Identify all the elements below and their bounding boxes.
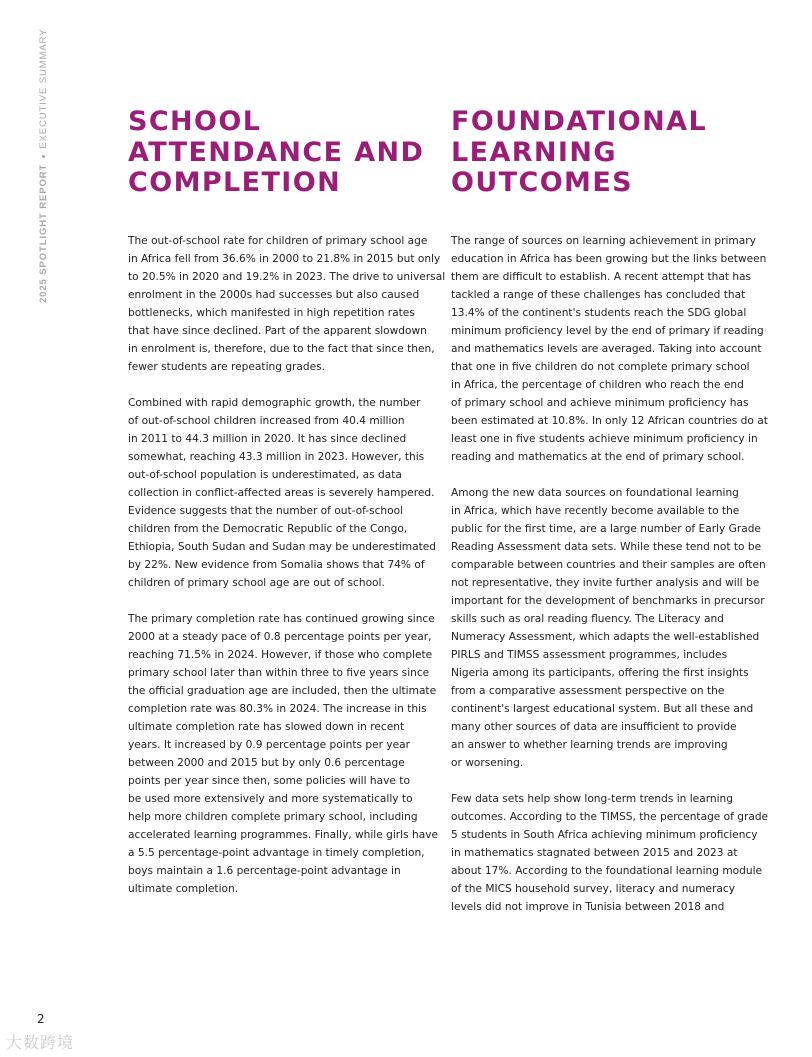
text-line: out-of-school population is underestimated, as data [128,469,402,481]
text-line: collection in conflict-affected areas is severely hampered. [128,487,435,499]
heading-line: OUTCOMES [451,167,634,198]
heading-line: SCHOOL [128,106,262,137]
text-line: that one in five children do not complete primary school [451,361,750,373]
text-line: least one in five students achieve minimum proficiency in [451,433,758,445]
text-line: been estimated at 10.8%. In only 12 African countries do at [451,415,768,427]
separator-dot [42,155,45,158]
text-line: 2000 at a steady pace of 0.8 percentage points per year, [128,631,432,643]
paragraph-out-of-school-rate [128,232,446,376]
text-line: The range of sources on learning achievement in primary [451,235,756,247]
heading-line: FOUNDATIONAL [451,106,708,137]
text-line: a 5.5 percentage-point advantage in timely completion, [128,847,425,859]
text-line: education in Africa has been growing but the links between [451,253,767,265]
text-line: primary school later than within three to five years since [128,667,430,679]
text-line: Among the new data sources on foundational learning [451,487,739,499]
text-line: not representative, they invite further analysis and will be [451,577,760,589]
text-line: somewhat, reaching 43.3 million in 2023. However, this [128,451,425,463]
text-line: The primary completion rate has continued growing since [128,613,435,625]
text-line: skills such as oral reading fluency. The Literacy and [451,613,724,625]
text-line: in mathematics stagnated between 2015 and 2023 at [451,847,738,859]
text-line: and mathematics levels are averaged. Taking into account [451,343,762,355]
text-line: of primary school and achieve minimum proficiency has [451,397,749,409]
text-line: of out-of-school children increased from 40.4 million [128,415,405,427]
text-line: accelerated learning programmes. Finally, while girls have [128,829,438,841]
text-line: fewer students are repeating grades. [128,361,326,373]
text-line: enrolment in the 2000s had successes but also caused [128,289,420,301]
text-line: PIRLS and TIMSS assessment programmes, includes [451,649,728,661]
text-line: Numeracy Assessment, which adapts the well-established [451,631,760,643]
page-number: 2 [37,1012,45,1026]
text-line: Nigeria among its participants, offering the first insights [451,667,749,679]
text-line: them are difficult to establish. A recent attempt that has [451,271,752,283]
report-label: 2025 SPOTLIGHT REPORT [38,163,49,303]
text-line: tackled a range of these challenges has concluded that [451,289,746,301]
text-line: years. It increased by 0.9 percentage points per year [128,739,411,751]
text-line: many other sources of data are insufficient to provide [451,721,737,733]
text-line: ultimate completion. [128,883,239,895]
text-line: in Africa, which have recently become available to the [451,505,740,517]
text-line: of the MICS household survey, literacy and numeracy [451,883,736,895]
text-line: children from the Democratic Republic of the Congo, [128,523,408,535]
paragraph-completion-rate [128,610,438,898]
text-line: 13.4% of the continent's students reach the SDG global [451,307,747,319]
text-line: minimum proficiency level by the end of primary if reading [451,325,764,337]
text-line: The out-of-school rate for children of primary school age [128,235,428,247]
text-line: help more children complete primary school, including [128,811,418,823]
text-line: comparable between countries and their samples are often [451,559,766,571]
text-line: or worsening. [451,757,524,769]
text-line: Ethiopia, South Sudan and Sudan may be underestimated [128,541,436,553]
section-heading-attendance [128,107,428,232]
text-line: an answer to whether learning trends are improving [451,739,728,751]
text-line: between 2000 and 2015 but by only 0.6 percentage [128,757,405,769]
text-line: the official graduation age are included, then the ultimate [128,685,437,697]
text-line: reaching 71.5% in 2024. However, if those who complete [128,649,433,661]
right-column [451,106,769,934]
text-line: Few data sets help show long-term trends in learning [451,793,733,805]
text-line: in Africa fell from 36.6% in 2000 to 21.8% in 2015 but only [128,253,441,265]
text-line: boys maintain a 1.6 percentage-point advantage in [128,865,401,877]
text-line: Combined with rapid demographic growth, the number [128,397,421,409]
paragraph-learning-sources [451,232,768,466]
paragraph-long-term-trends [451,790,769,916]
text-line: from a comparative assessment perspective on the [451,685,725,697]
text-line: that have since declined. Part of the apparent slowdown [128,325,427,337]
text-line: reading and mathematics at the end of primary school. [451,451,745,463]
text-line: to 20.5% in 2020 and 19.2% in 2023. The drive to universal [128,271,446,283]
watermark-logo: 大数跨境 [6,1033,75,1052]
heading-line: ATTENDANCE AND [128,136,425,168]
side-tab [38,29,49,303]
heading-line: COMPLETION [128,167,342,198]
section-heading-learning [451,107,756,232]
text-line: Reading Assessment data sets. While these tend not to be [451,541,762,553]
heading-line: LEARNING [451,136,617,168]
left-column [128,106,446,916]
text-line: continent's largest educational system. But all these and [451,703,754,715]
text-line: bottlenecks, which manifested in high repetition rates [128,307,415,319]
section-label: EXECUTIVE SUMMARY [38,28,49,149]
text-line: about 17%. According to the foundational learning module [451,865,763,877]
text-line: in enrolment is, therefore, due to the fact that since then, [128,343,435,355]
text-line: Evidence suggests that the number of out-of-school [128,505,404,517]
text-line: 5 students in South Africa achieving minimum proficiency [451,829,758,841]
text-line: important for the development of benchmarks in precursor [451,595,765,607]
text-line: by 22%. New evidence from Somalia shows that 74% of [128,559,425,571]
text-line: children of primary school age are out of school. [128,577,385,589]
paragraph-new-data-sources [451,484,766,772]
text-line: outcomes. According to the TIMSS, the percentage of grade [451,811,769,823]
text-line: public for the first time, are a large number of Early Grade [451,523,761,535]
text-line: completion rate was 80.3% in 2024. The increase in this [128,703,427,715]
text-line: be used more extensively and more systematically to [128,793,413,805]
text-line: levels did not improve in Tunisia between 2018 and [451,901,725,913]
text-line: points per year since then, some policies will have to [128,775,410,787]
text-line: in 2011 to 44.3 million in 2020. It has since declined [128,433,407,445]
text-line: ultimate completion rate has slowed down in recent [128,721,405,733]
paragraph-out-of-school-number [128,394,436,592]
text-line: in Africa, the percentage of children who reach the end [451,379,744,391]
